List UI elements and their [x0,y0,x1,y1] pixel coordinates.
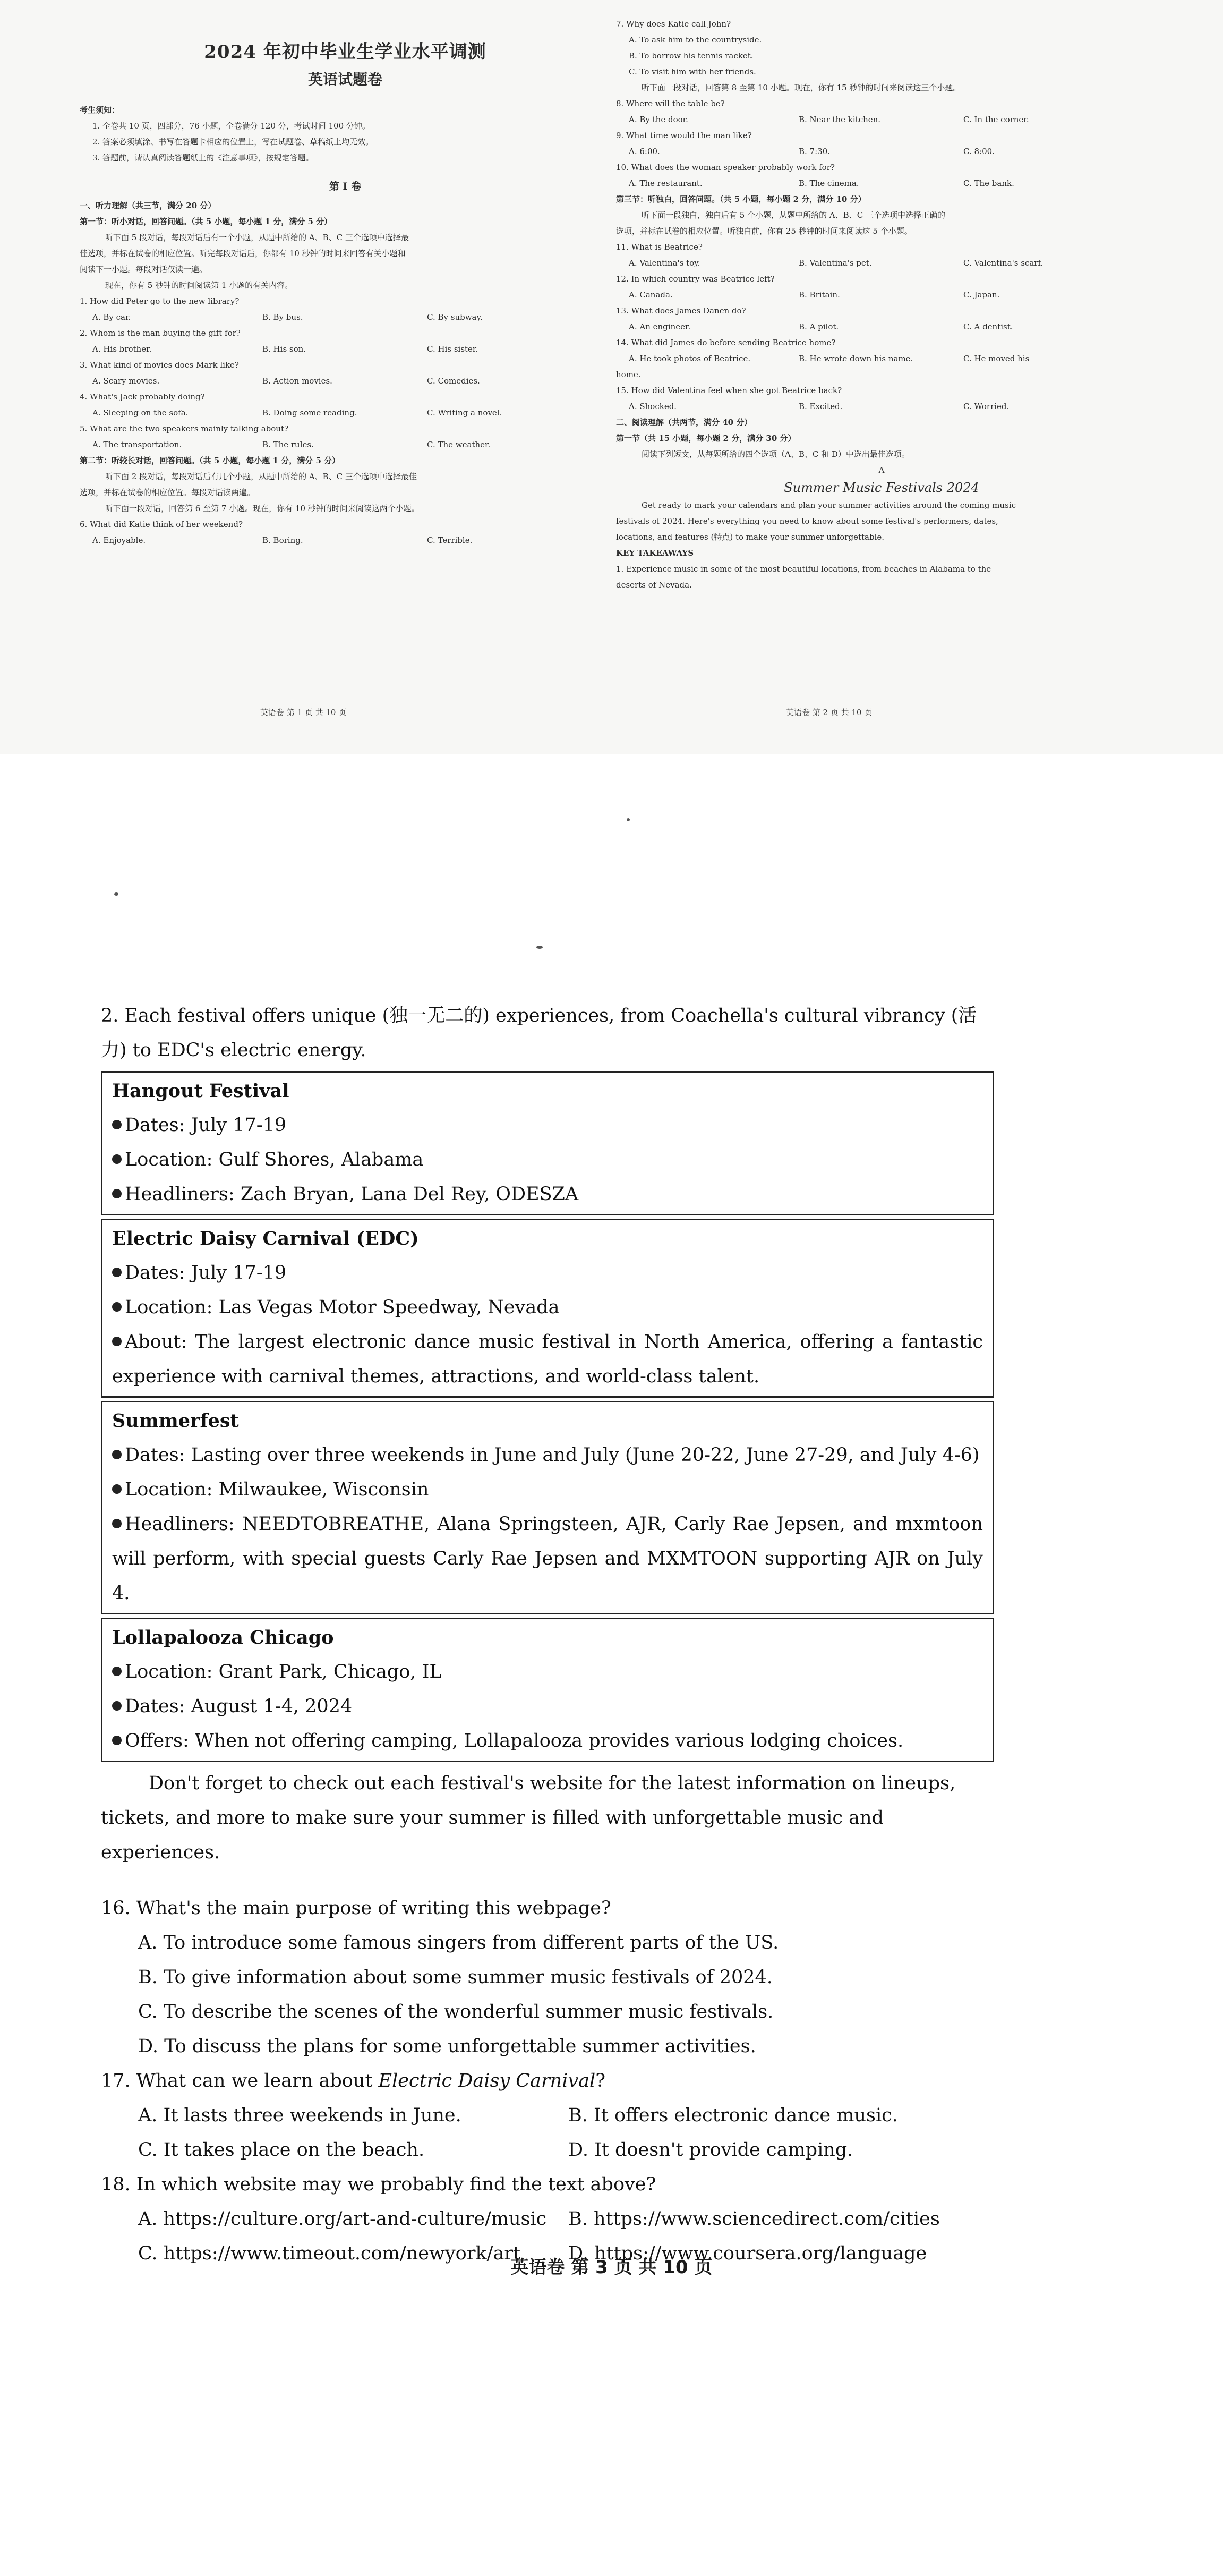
instruction-line: 听下面 5 段对话，每段对话后有一个小题，从题中所给的 A、B、C 三个选项中选择最 [105,233,409,242]
option-a: A. Enjoyable. [92,535,146,545]
takeaway-line: 1. Experience music in some of the most beautiful locations, from beaches in Alabama to the [616,564,991,574]
key-takeaways-heading: KEY TAKEAWAYS [616,548,694,558]
bullet-icon [112,1337,122,1346]
festival-name: Electric Daisy Carnival (EDC) [112,1228,419,1249]
bullet-icon [112,1154,122,1164]
question: 13. What does James Danen do? [616,306,746,316]
festival-item-text: About: The largest electronic dance music festival in North America, offering a fantastic experience with carnival themes, attractions, and world-class talent. [112,1331,983,1387]
scan-speck [627,818,630,821]
bullet-icon [112,1736,122,1745]
option-c: C. A dentist. [963,322,1013,331]
bullet-icon [112,1120,122,1129]
options [616,287,1147,303]
closing-paragraph: Don't forget to check out each festival's website for the latest information on lineups, tickets, and more to make sure your summer is filled with unforgettable music and experiences. [101,1773,956,1863]
festival-item-text: Location: Milwaukee, Wisconsin [125,1479,429,1500]
scan-speck [114,892,118,896]
festival-item-text: Offers: When not offering camping, Lollapalooza provides various lodging choices. [125,1730,904,1752]
option-a: A. Valentina's toy. [629,258,700,268]
question: 10. What does the woman speaker probably work for? [616,163,835,172]
option-c: C. By subway. [427,312,483,322]
option-c: C. In the corner. [963,115,1029,124]
festival-box-edc [101,1219,994,1398]
options [80,437,611,453]
instruction-line: 听下面 2 段对话，每段对话后有几个小题，从题中所给的 A、B、C 三个选项中选择最佳 [105,472,417,481]
option-b: B. To borrow his tennis racket. [629,51,754,61]
option-c: C. It takes place on the beach. [138,2139,425,2161]
option-a: A. Shocked. [629,402,677,411]
page-2-footer: 英语卷 第 2 页 共 10 页 [786,708,873,717]
option-b: B. It offers electronic dance music. [568,2105,898,2126]
option-a: A. The restaurant. [629,178,703,188]
option-b: B. The cinema. [799,178,859,188]
option-a: A. Sleeping on the sofa. [92,408,189,418]
part-heading: 二、阅读理解（共两节，满分 40 分） [616,418,752,427]
instruction-line: 听下面一段独白，独白后有 5 个小题，从题中所给的 A、B、C 三个选项中选择正确的 [642,210,945,220]
notice-item: 2. 答案必须填涂、书写在答题卡相应的位置上，写在试题卷、草稿纸上均无效。 [92,137,374,147]
instruction-line: 阅读下一小题。每段对话仅读一遍。 [80,265,208,274]
question: 9. What time would the man like? [616,131,752,140]
option-a: A. By the door. [629,115,688,124]
takeaway-line: 2. Each festival offers unique (独一无二的) experiences, from Coachella's cultural vibrancy (活 [101,1005,977,1026]
festival-item-text: Dates: Lasting over three weekends in June and July (June 20-22, June 27-29, and July 4-6) [125,1444,980,1466]
page-3-footer: 英语卷 第 3 页 共 10 页 [510,2257,713,2278]
option-c: C. 8:00. [963,147,995,156]
festival-box-lollapalooza [101,1618,994,1762]
festival-item [112,1655,983,1689]
exam-subtitle: 英语试题卷 [307,71,382,88]
festival-item [112,1473,983,1507]
question: 7. Why does Katie call John? [616,19,731,29]
question: 14. What did James do before sending Beatrice home? [616,338,836,347]
option-b: B. Action movies. [262,376,332,386]
option-a: A. Canada. [629,290,673,300]
section-heading: 第一节（共 15 小题，每小题 2 分，满分 30 分） [616,433,796,443]
question-17-suffix: ? [595,2070,606,2092]
instruction-line: 听下面一段对话，回答第 8 至第 10 小题。现在，你有 15 秒钟的时间来阅读这三个小题。 [642,83,961,92]
option-a: A. It lasts three weekends in June. [138,2105,461,2126]
bullet-icon [112,1302,122,1312]
festival-item [112,1507,983,1611]
takeaway-line: 力) to EDC's electric energy. [101,1040,366,1061]
option-d: D. https://www.coursera.org/language [568,2243,927,2264]
section-title: 第 I 卷 [329,181,362,192]
festival-item-text: Dates: July 17-19 [125,1262,287,1283]
festival-item [112,1108,983,1143]
bullet-icon [112,1667,122,1676]
scan-speck [536,946,543,949]
option-b: B. Excited. [799,402,843,411]
bullet-icon [112,1701,122,1711]
festival-item-text: Dates: July 17-19 [125,1115,287,1136]
festival-item-text: Headliners: Zach Bryan, Lana Del Rey, ODESZA [125,1184,579,1205]
exam-title: 2024 年初中毕业生学业水平调测 [204,41,486,63]
question-17-text: 17. What can we learn about [101,2070,379,2092]
page-2 [616,16,1147,593]
option-b: B. The rules. [262,440,314,449]
option-c: C. https://www.timeout.com/newyork/art [138,2243,521,2264]
festival-name: Summerfest [112,1410,239,1432]
festival-item-text: Location: Grant Park, Chicago, IL [125,1661,442,1682]
festival-item [112,1724,983,1758]
intro-line: Get ready to mark your calendars and plan your summer activities around the coming music [642,500,1016,510]
option-b: B. 7:30. [799,147,831,156]
options [616,175,1147,191]
takeaway-line: deserts of Nevada. [616,580,692,590]
instruction-line: 现在，你有 5 秒钟的时间阅读第 1 小题的有关内容。 [105,280,293,290]
option-a: A. The transportation. [92,440,182,449]
bullet-icon [112,1519,122,1528]
option-b: B. Doing some reading. [262,408,357,418]
festival-item [112,1177,983,1212]
question-16: 16. What's the main purpose of writing this webpage? [101,1898,611,1919]
options [616,351,1147,367]
festival-item [112,1290,983,1325]
instruction-line: 选项，并标在试卷的相应位置。听独白前，你有 25 秒钟的时间来阅读这 5 个小题。 [616,226,912,236]
bullet-icon [112,1268,122,1277]
option-b: B. Britain. [799,290,840,300]
festival-item-text: Location: Las Vegas Motor Speedway, Nevada [125,1297,560,1318]
option-c: C. Terrible. [427,535,473,545]
option-c: C. Valentina's scarf. [963,258,1044,268]
question: 4. What's Jack probably doing? [80,392,205,402]
option-d: D. To discuss the plans for some unforgettable summer activities. [138,2036,756,2057]
option-c: C. His sister. [427,344,478,354]
question: 12. In which country was Beatrice left? [616,274,775,284]
question-17-italic: Electric Daisy Carnival [378,2070,596,2092]
option-c: C. Comedies. [427,376,480,386]
part-heading: 一、听力理解（共三节，满分 20 分） [80,201,216,210]
bullet-icon [112,1189,122,1198]
options [616,319,1147,335]
section-heading: 第一节：听小对话，回答问题。（共 5 小题，每小题 1 分，满分 5 分） [80,217,332,226]
option-c: C. The bank. [963,178,1014,188]
festival-box-hangout [101,1071,994,1215]
option-b: B. A pilot. [799,322,839,331]
question: 1. How did Peter go to the new library? [80,296,240,306]
instruction-line: 选项，并标在试卷的相应位置。每段对话读两遍。 [80,488,255,497]
option-a: A. He took photos of Beatrice. [629,354,751,363]
option-a: A. By car. [92,312,131,322]
notice-item: 1. 全卷共 10 页，四部分，76 小题，全卷满分 120 分，考试时间 100 分钟。 [92,121,370,131]
intro-line: festivals of 2024. Here's everything you need to know about some festival's performers, dates, [616,516,998,526]
option-b: B. His son. [262,344,306,354]
option-c: C. He moved his [963,354,1030,363]
option-c: C. The weather. [427,440,491,449]
festival-item [112,1256,983,1290]
option-a: A. His brother. [92,344,152,354]
options [80,309,611,325]
options [80,373,611,389]
festival-item-text: Dates: August 1-4, 2024 [125,1696,353,1717]
option-a: A. https://culture.org/art-and-culture/music [138,2208,547,2230]
question: 6. What did Katie think of her weekend? [80,520,243,529]
instruction-line: 听下面一段对话，回答第 6 至第 7 小题。现在，你有 10 秒钟的时间来阅读这两个小题。 [105,504,420,513]
intro-line: locations, and features (特点) to make your summer unforgettable. [616,532,884,542]
options-row [101,2133,1099,2167]
festival-box-summerfest [101,1401,994,1614]
options [616,143,1147,159]
options [80,405,611,421]
options-row [101,2098,1099,2133]
instruction-line: 佳选项，并标在试卷的相应位置。听完每段对话后，你都有 10 秒钟的时间来回答有关小题和 [80,249,406,258]
option-b: B. By bus. [262,312,303,322]
option-a: A. Scary movies. [92,376,160,386]
options [80,341,611,357]
section-heading: 第二节：听较长对话，回答问题。（共 5 小题，每小题 1 分，满分 5 分） [80,456,340,465]
question: 15. How did Valentina feel when she got Beatrice back? [616,386,842,395]
option-a: A. An engineer. [629,322,691,331]
festival-item-text: Headliners: NEEDTOBREATHE, Alana Springsteen, AJR, Carly Rae Jepsen, and mxmtoon will perform, with special guests Carly Rae Jepsen and MXMTOON supporting AJR on July 4. [112,1514,983,1604]
option-c: C. Writing a novel. [427,408,502,418]
festival-name: Hangout Festival [112,1080,289,1102]
page-3 [101,999,1099,2271]
option-c: C. To describe the scenes of the wonderful summer music festivals. [138,2001,774,2022]
passage-title: Summer Music Festivals 2024 [784,480,979,495]
option-b: B. Valentina's pet. [799,258,872,268]
festival-item [112,1143,983,1177]
options [616,112,1147,127]
festival-name: Lollapalooza Chicago [112,1627,334,1648]
option-c: C. Worried. [963,402,1010,411]
section-heading: 第三节：听独白，回答问题。（共 5 小题，每小题 2 分，满分 10 分） [616,194,866,204]
notice-item: 3. 答题前，请认真阅读答题纸上的《注意事项》，按规定答题。 [92,153,314,163]
instruction-line: 阅读下列短文，从每题所给的四个选项（A、B、C 和 D）中选出最佳选项。 [642,449,910,459]
bullet-icon [112,1450,122,1459]
options-row [101,2202,1099,2237]
festival-item [112,1438,983,1473]
festival-item-text: Location: Gulf Shores, Alabama [125,1149,424,1170]
festival-item [112,1689,983,1724]
option-c: C. Japan. [963,290,1000,300]
question: 5. What are the two speakers mainly talking about? [80,424,289,433]
option-a: A. To ask him to the countryside. [629,35,762,45]
question-18: 18. In which website may we probably find the text above? [101,2174,656,2195]
option-a: A. 6:00. [629,147,660,156]
question-17 [101,2064,1099,2098]
option-b: B. To give information about some summer music festivals of 2024. [138,1967,773,1988]
question: 2. Whom is the man buying the gift for? [80,328,241,338]
question: 11. What is Beatrice? [616,242,703,252]
option-c: C. To visit him with her friends. [629,67,756,76]
option-b: B. He wrote down his name. [799,354,913,363]
option-c-continued: home. [616,370,641,379]
festival-item [112,1325,983,1394]
question: 8. Where will the table be? [616,99,725,108]
option-d: D. It doesn't provide camping. [568,2139,853,2161]
page-1-footer: 英语卷 第 1 页 共 10 页 [260,708,347,717]
option-b: B. Near the kitchen. [799,115,881,124]
bullet-icon [112,1484,122,1494]
passage-letter: A [878,465,885,475]
option-b: B. https://www.sciencedirect.com/cities [568,2208,940,2230]
notice-label: 考生须知： [80,105,120,115]
page-1 [80,16,611,548]
options [616,255,1147,271]
options [80,532,611,548]
option-b: B. Boring. [262,535,303,545]
options [616,398,1147,414]
option-a: A. To introduce some famous singers from different parts of the US. [138,1932,779,1953]
question: 3. What kind of movies does Mark like? [80,360,239,370]
